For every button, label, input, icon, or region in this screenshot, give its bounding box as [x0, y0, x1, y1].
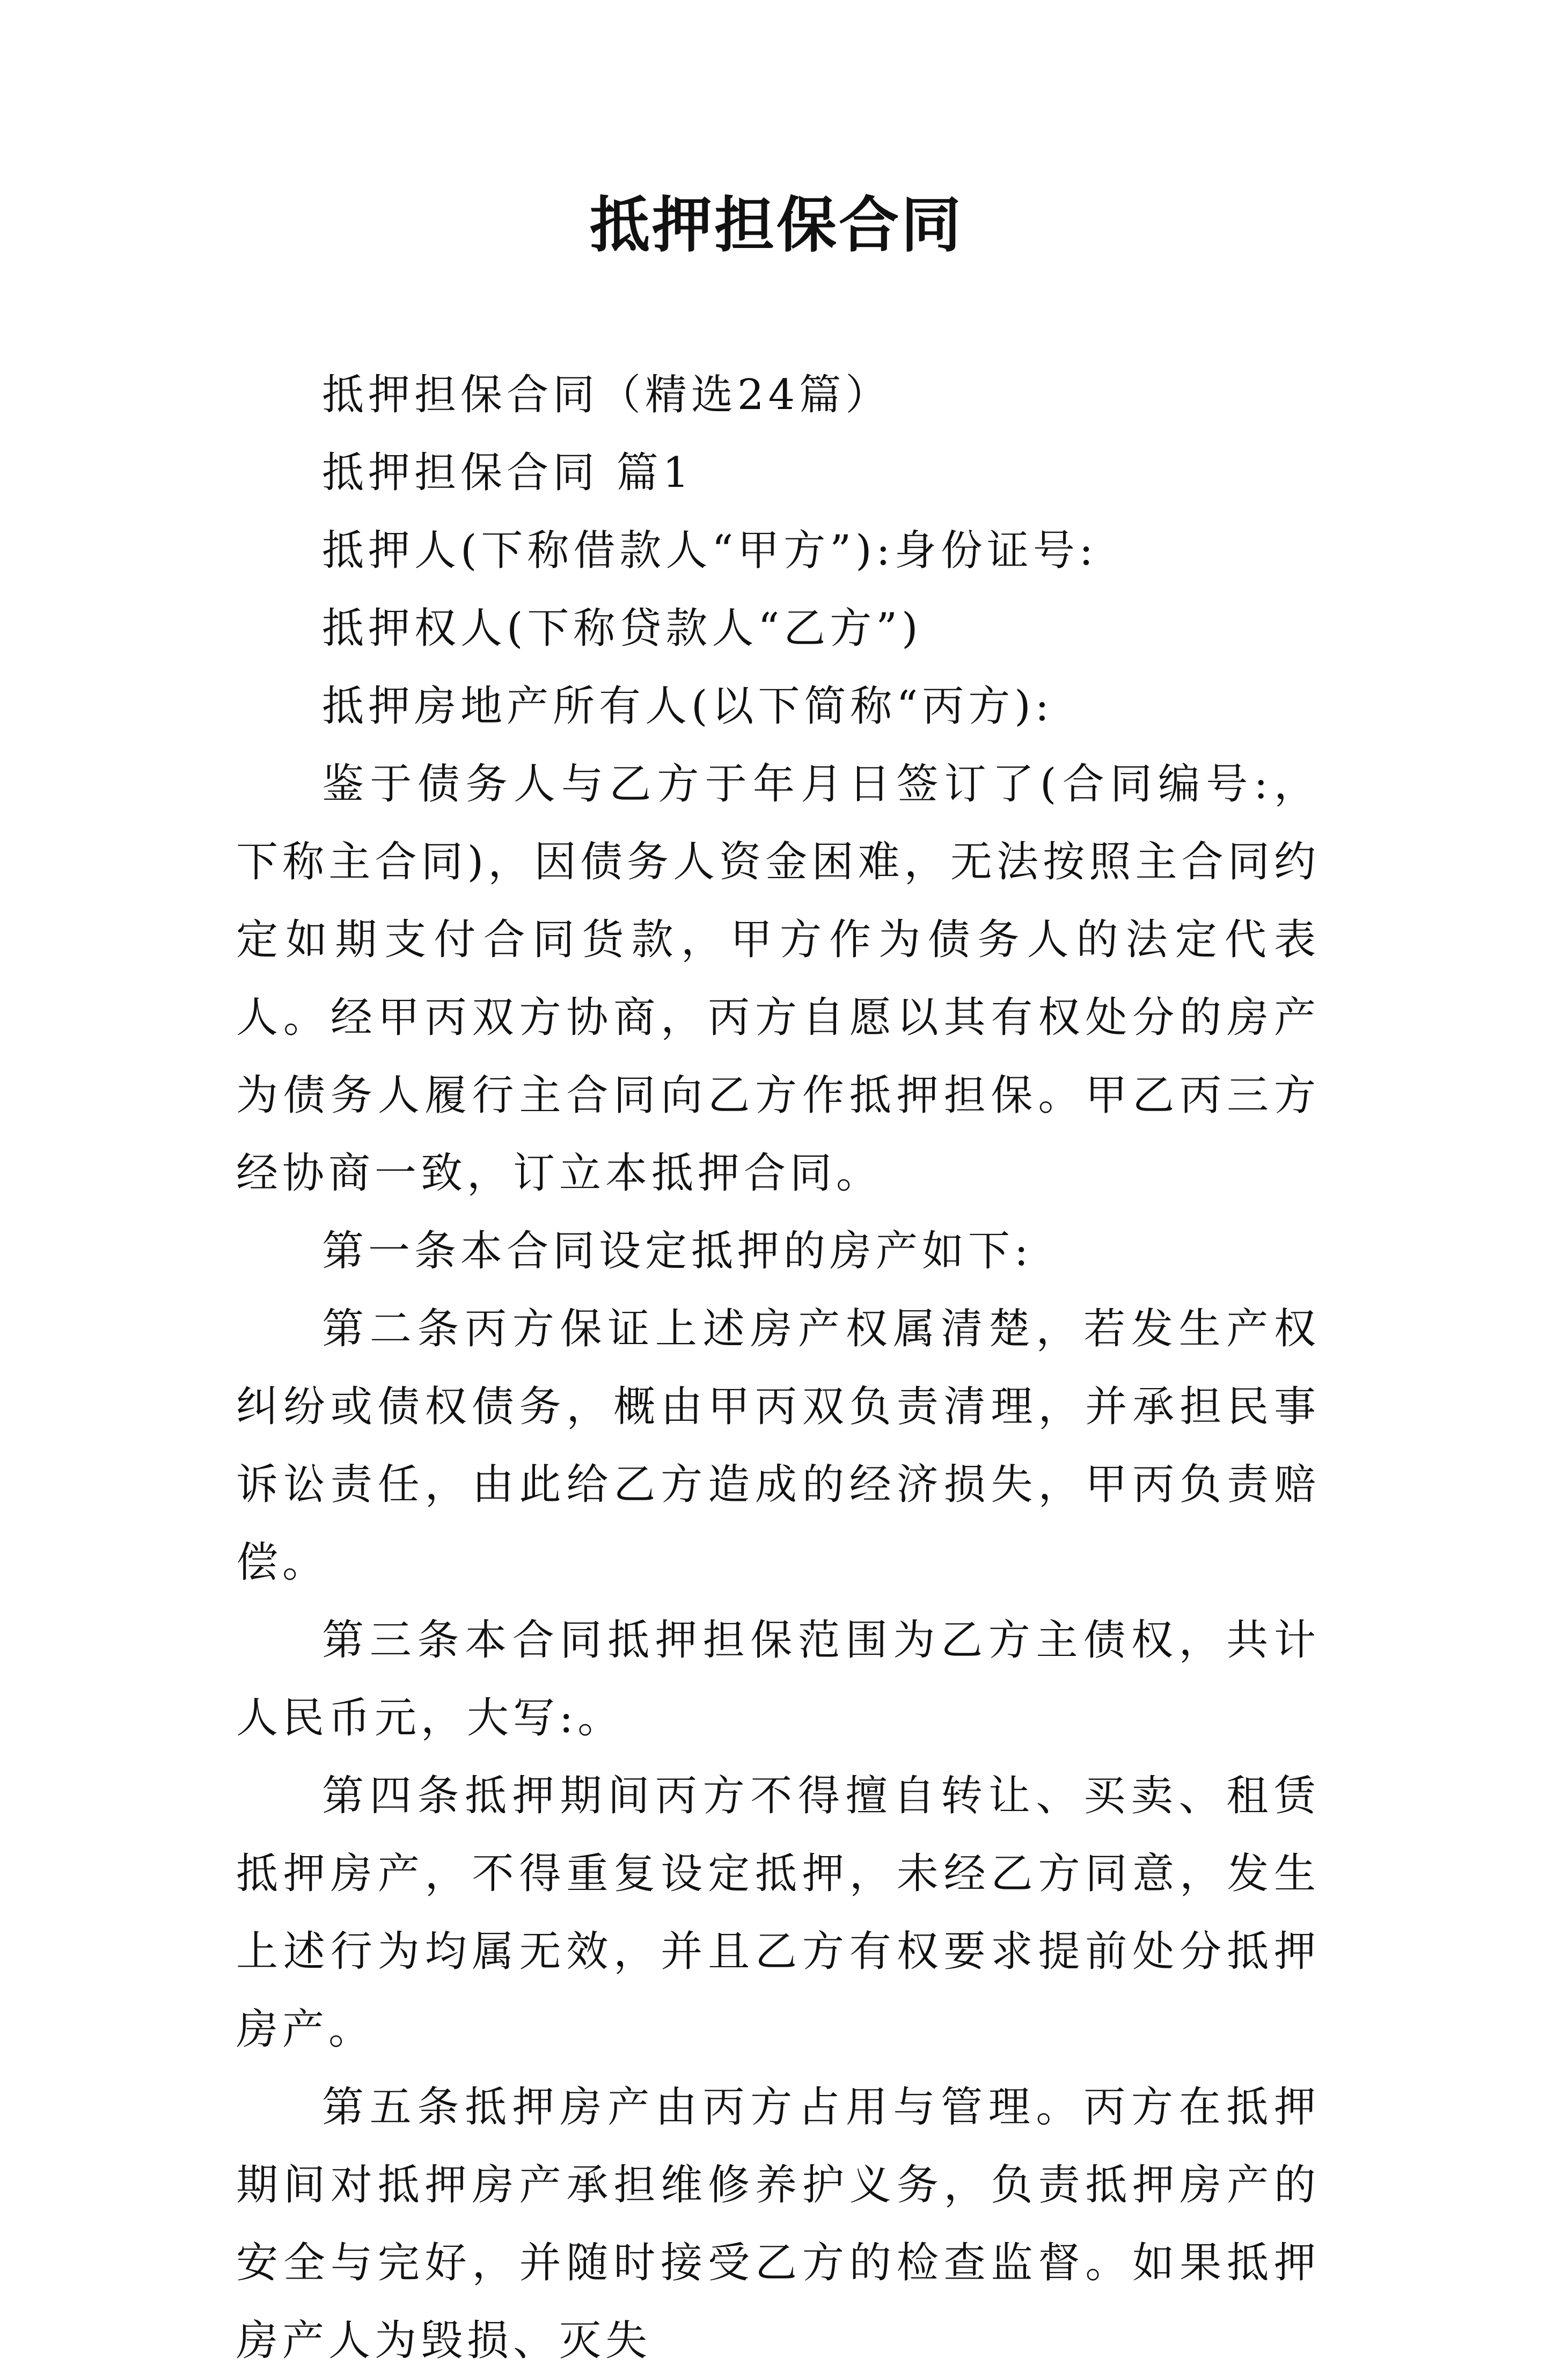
paragraph-article-3: 第三条本合同抵押担保范围为乙方主债权，共计人民币元，大写:。 — [236, 1616, 1320, 1742]
paragraph-mortgagee: 抵押权人(下称贷款人“乙方”) — [322, 604, 922, 653]
paragraph-article-4: 第四条抵押期间丙方不得擅自转让、买卖、租赁抵押房产，不得重复设定抵押，未经乙方同意，发生上述行为均属无效，并且乙方有权要求提前处分抵押房产。 — [236, 1772, 1320, 2054]
paragraph-article-1: 第一条本合同设定抵押的房产如下: — [322, 1227, 1033, 1275]
paragraph-subtitle: 抵押担保合同（精选24篇） — [322, 371, 892, 419]
paragraph-article-5: 第五条抵押房产由丙方占用与管理。丙方在抵押期间对抵押房产承担维修养护义务，负责抵押房产的安全与完好，并随时接受乙方的检查监督。如果抵押房产人为毁损、灭失 — [236, 2083, 1320, 2365]
paragraph-property-owner: 抵押房地产所有人(以下简称“丙方): — [322, 682, 1054, 731]
paragraph-mortgagor: 抵押人(下称借款人“甲方”):身份证号: — [322, 527, 1098, 575]
document-body — [236, 356, 1320, 2380]
paragraph-preamble: 鉴于债务人与乙方于年月日签订了(合同编号:，下称主合同)，因债务人资金困难，无法按照主合同约定如期支付合同货款，甲方作为债务人的法定代表人。经甲丙双方协商，丙方自愿以其有权处分的房产为债务人履行主合同向乙方作抵押担保。甲乙丙三方经协商一致，订立本抵押合同。 — [236, 760, 1320, 1198]
paragraph-section-heading: 抵押担保合同 篇1 — [322, 449, 694, 497]
document-title: 抵押担保合同 — [590, 190, 963, 260]
paragraph-article-2: 第二条丙方保证上述房产权属清楚，若发生产权纠纷或债权债务，概由甲丙双负责清理，并承担民事诉讼责任，由此给乙方造成的经济损失，甲丙负责赔偿。 — [236, 1305, 1320, 1587]
